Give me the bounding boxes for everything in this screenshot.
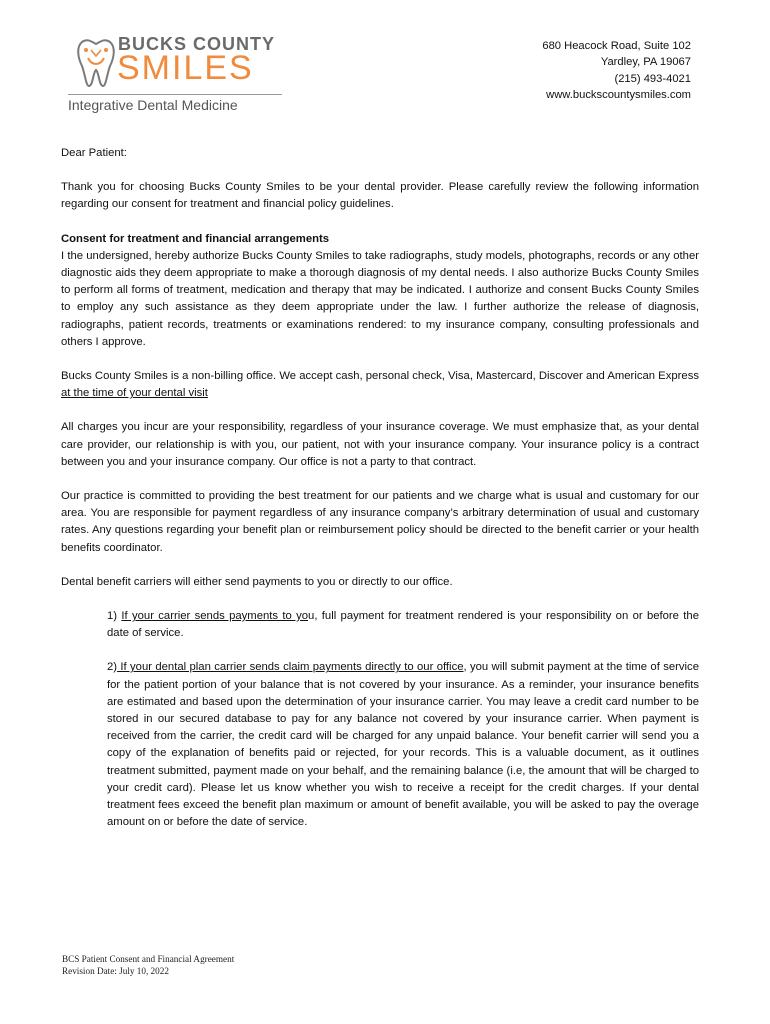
consent-paragraph: I the undersigned, hereby authorize Bucks County Smiles to take radiographs, study models, photographs, records or any other diagnostic aids they deem appropriate to make a thorough diagnosis of my dental needs. I also authorize Bucks County Smiles to perform all forms of treatment, medication and therapy that may be indicated. I authorize and consent Bucks County Smiles to employ any such assistance as they deem appropriate under the law. I further authorize the release of diagnosis, radiographs, patient records, treatments or examinations rendered: to my insurance company, consulting professionals and others I approve. [61,249,699,348]
logo-tagline: Integrative Dental Medicine [68,97,238,113]
item-1-text: u, full payment for treatment rendered is your responsibility on or before the date of service. [107,610,699,640]
billing-text: Bucks County Smiles is a non-billing office. We accept cash, personal check, Visa, Mastercard, Discover and American Express [61,370,699,383]
billing-underlined: at the time of your dental visit [61,387,208,400]
website: www.buckscountysmiles.com [546,89,691,102]
item-2-text: , you will submit payment at the time of service for the patient portion of your balance that is not covered by your insurance. As a reminder, your insurance benefits are estimated and based upon the determination of your insurance carrier. You may leave a credit card number to be stored in our secured database to pay for any balance not covered by your insurance carrier. When payment is received from the carrier, the credit card will be charged for any unpaid balance. Your benefit carrier will send you a copy of the explanation of benefits paid or rejected, for your records. This is a valuable document, as it outlines treatment submitted, payment made on your behalf, and the remaining balance (i.e, the amount that will be charged to your credit card). Please let us know whether you wish to receive a receipt for the credit charges. If your dental treatment fees exceed the benefit plan maximum or amount of benefit available, you will be asked to pay the overage amount on or before the date of service. [107,661,699,829]
item-2-underlined: If your dental plan carrier sends claim payments directly to our office [117,661,464,674]
tooth-logo-icon [74,36,118,90]
item-1-prefix: 1) [107,610,122,623]
phone-number: (215) 493-4021 [614,72,691,85]
logo-line-2: SMILES [117,49,254,87]
list-item-1 [107,608,699,642]
footer-title: BCS Patient Consent and Financial Agreement [62,954,235,964]
logo-line-1: BUCKS COUNTY [118,34,276,54]
page-footer [62,954,234,977]
practice-address [542,38,691,104]
salutation: Dear Patient: [61,147,127,159]
logo-divider [68,94,282,95]
practice-logo [66,30,286,114]
address-line-1: 680 Heacock Road, Suite 102 [542,40,691,52]
item-1-underlined: If your carrier sends payments to yo [121,610,309,623]
billing-paragraph [61,368,699,402]
list-item-2 [107,659,699,831]
consent-heading: Consent for treatment and financial arrangements [61,232,330,245]
letter-body [61,145,699,832]
practice-paragraph: Our practice is committed to providing the best treatment for our patients and we charge what is usual and customary for our area. You are responsible for payment regardless of any insurance company’s arbitrary determination of usual and customary rates. Any questions regarding your benefit plan or reimbursement policy should be directed to the benefit carrier or your health benefits coordinator. [61,490,699,554]
address-line-2: Yardley, PA 19067 [600,56,691,69]
charges-paragraph: All charges you incur are your responsibility, regardless of your insurance coverage. We must emphasize that, as your dental care provider, our relationship is with you, our patient, not with your insurance company. Your insurance policy is a contract between you and your insurance company. Our office is not a party to that contract. [61,421,699,468]
carriers-paragraph: Dental benefit carriers will either send payments to you or directly to our office. [61,575,453,588]
revision-date: Revision Date: July 10, 2022 [62,965,169,976]
intro-paragraph: Thank you for choosing Bucks County Smiles to be your dental provider. Please carefully review the following information regarding our consent for treatment and financial policy guidelines. [61,181,699,211]
item-2-prefix: 2) [107,661,118,674]
